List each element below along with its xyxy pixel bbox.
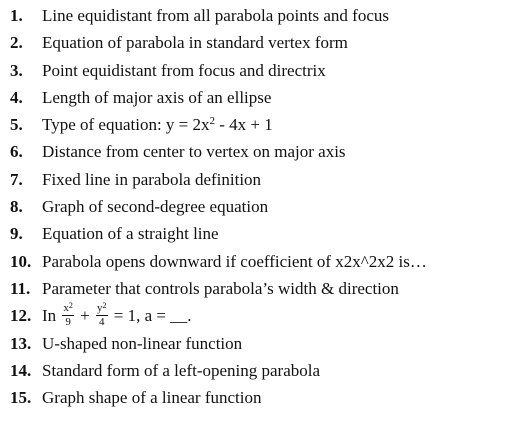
- clue-text: Equation of a straight line: [42, 224, 219, 244]
- fraction-denominator: 9: [65, 315, 71, 328]
- clue-item: [10, 2, 517, 29]
- clue-text: [42, 111, 273, 141]
- clue-number: 10.: [10, 251, 32, 271]
- clue-item: [10, 248, 517, 275]
- plus-sign: +: [80, 306, 90, 326]
- clue-number: 5.: [10, 115, 23, 135]
- clue-number: 14.: [10, 360, 32, 380]
- clue-text: Graph shape of a linear function: [42, 388, 262, 408]
- clue-item: [10, 29, 517, 56]
- fraction-x-over-9: [62, 300, 74, 328]
- clue-number: 13.: [10, 333, 32, 353]
- clue-number: 4.: [10, 87, 23, 107]
- numerator-base: x: [63, 301, 69, 314]
- fraction-denominator: 4: [99, 315, 105, 328]
- clue-text: Equation of parabola in standard vertex form: [42, 33, 348, 53]
- clue-item: [10, 220, 517, 247]
- clue-item: [10, 166, 517, 193]
- clue-item: [10, 302, 517, 329]
- clue-text: Parameter that controls parabola’s width & direction: [42, 278, 399, 298]
- clue-text: Graph of second-degree equation: [42, 197, 269, 217]
- numerator-exponent: 2: [68, 300, 73, 310]
- clue-text: Point equidistant from focus and directrix: [42, 60, 326, 80]
- clue-number: 6.: [10, 142, 23, 162]
- clue-text: U-shaped non-linear function: [42, 333, 243, 353]
- clue-text: Line equidistant from all parabola points and focus: [42, 6, 389, 25]
- clue-number: 11.: [10, 278, 31, 298]
- clue-number: 3.: [10, 60, 23, 80]
- fraction-numerator: [96, 300, 108, 316]
- clue-item: [10, 84, 517, 111]
- clue-text-after: - 4x + 1: [215, 115, 273, 135]
- clue-text: Fixed line in parabola definition: [42, 169, 262, 189]
- clue-text: Distance from center to vertex on major axis: [42, 142, 346, 162]
- fraction-y-over-4: [96, 300, 108, 328]
- clue-equation: [42, 302, 192, 330]
- exponent: 2: [209, 115, 216, 128]
- clue-number: 12.: [10, 306, 32, 326]
- answer-blank: __.: [170, 306, 192, 326]
- clue-item: [10, 275, 517, 302]
- clue-item: [10, 193, 517, 220]
- clue-text: Standard form of a left-opening parabola: [42, 360, 321, 380]
- clue-item: [10, 138, 517, 165]
- clue-text: Length of major axis of an ellipse: [42, 87, 272, 107]
- clue-number: 8.: [10, 197, 23, 217]
- clue-text-before: Type of equation: y = 2x: [42, 115, 210, 135]
- numerator-base: y: [97, 301, 103, 314]
- equation-suffix: = 1, a =: [113, 306, 166, 326]
- clue-item: [10, 384, 517, 411]
- clue-item: [10, 330, 517, 357]
- clue-number: 15.: [10, 388, 32, 408]
- clue-number: 2.: [10, 33, 23, 53]
- clue-item: [10, 111, 517, 138]
- equation-prefix: In: [42, 306, 57, 326]
- clue-item: [10, 57, 517, 84]
- clue-number: 1.: [10, 6, 23, 25]
- clue-number: 9.: [10, 224, 23, 244]
- clue-text: Parabola opens downward if coefficient of x2x^2x2 is…: [42, 251, 427, 271]
- fraction-numerator: [62, 300, 74, 316]
- numerator-exponent: 2: [102, 300, 107, 310]
- clue-number: 7.: [10, 169, 23, 189]
- clue-item: [10, 357, 517, 384]
